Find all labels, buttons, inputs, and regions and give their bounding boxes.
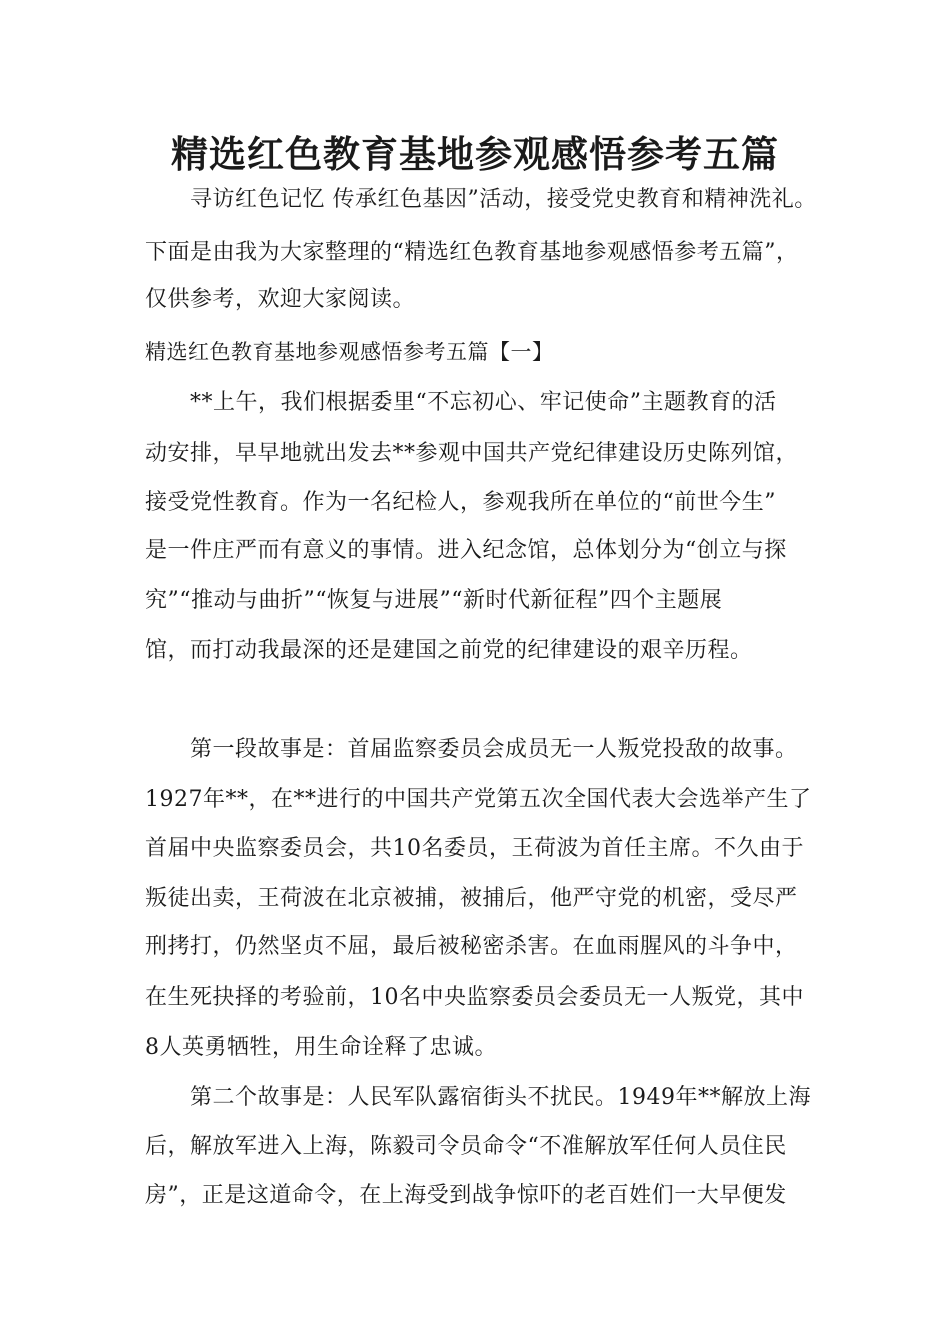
paragraph1-line-4: 是一件庄严而有意义的事情。进入纪念馆，总体划分为“创立与探 (145, 538, 787, 563)
section-heading: 精选红色教育基地参观感悟参考五篇【一】 (145, 340, 554, 364)
paragraph1-line-3: 接受党性教育。作为一名纪检人，参观我所在单位的“前世今生” (145, 490, 776, 515)
paragraph3-line-3: 房”，正是这道命令，在上海受到战争惊吓的老百姓们一大早便发 (145, 1183, 787, 1208)
paragraph2-line-7: 8人英勇牺牲，用生命诠释了忠诚。 (145, 1035, 497, 1060)
paragraph1-line-1: **上午，我们根据委里“不忘初心、牢记使命”主题教育的活 (190, 390, 777, 415)
paragraph2-line-1: 第一段故事是：首届监察委员会成员无一人叛党投敌的故事。 (190, 737, 798, 762)
paragraph1-line-2: 动安排，早早地就出发去**参观中国共产党纪律建设历史陈列馆， (145, 441, 799, 466)
intro-line-2: 下面是由我为大家整理的“精选红色教育基地参观感悟参考五篇”， (145, 240, 799, 265)
paragraph1-line-5: 究”“推动与曲折”“恢复与进展”“新时代新征程”四个主题展 (145, 588, 723, 613)
paragraph2-line-2: 1927年**，在**进行的中国共产党第五次全国代表大会选举产生了 (145, 787, 812, 812)
paragraph2-line-6: 在生死抉择的考验前，10名中央监察委员会委员无一人叛党，其中 (145, 985, 804, 1010)
document-title: 精选红色教育基地参观感悟参考五篇 (171, 132, 779, 176)
paragraph2-line-4: 叛徒出卖，王荷波在北京被捕，被捕后，他严守党的机密，受尽严 (145, 886, 798, 911)
intro-line-3: 仅供参考，欢迎大家阅读。 (145, 287, 416, 312)
paragraph3-line-1: 第二个故事是：人民军队露宿街头不扰民。1949年**解放上海 (190, 1085, 811, 1110)
intro-line-1: 寻访红色记忆 传承红色基因”活动，接受党史教育和精神洗礼。 (190, 187, 817, 212)
paragraph2-line-5: 刑拷打，仍然坚贞不屈，最后被秘密杀害。在血雨腥风的斗争中， (145, 934, 798, 959)
paragraph1-line-6: 馆，而打动我最深的还是建国之前党的纪律建设的艰辛历程。 (145, 638, 753, 663)
paragraph2-line-3: 首届中央监察委员会，共10名委员，王荷波为首任主席。不久由于 (145, 836, 804, 861)
paragraph3-line-2: 后，解放军进入上海，陈毅司令员命令“不准解放军任何人员住民 (145, 1134, 787, 1159)
